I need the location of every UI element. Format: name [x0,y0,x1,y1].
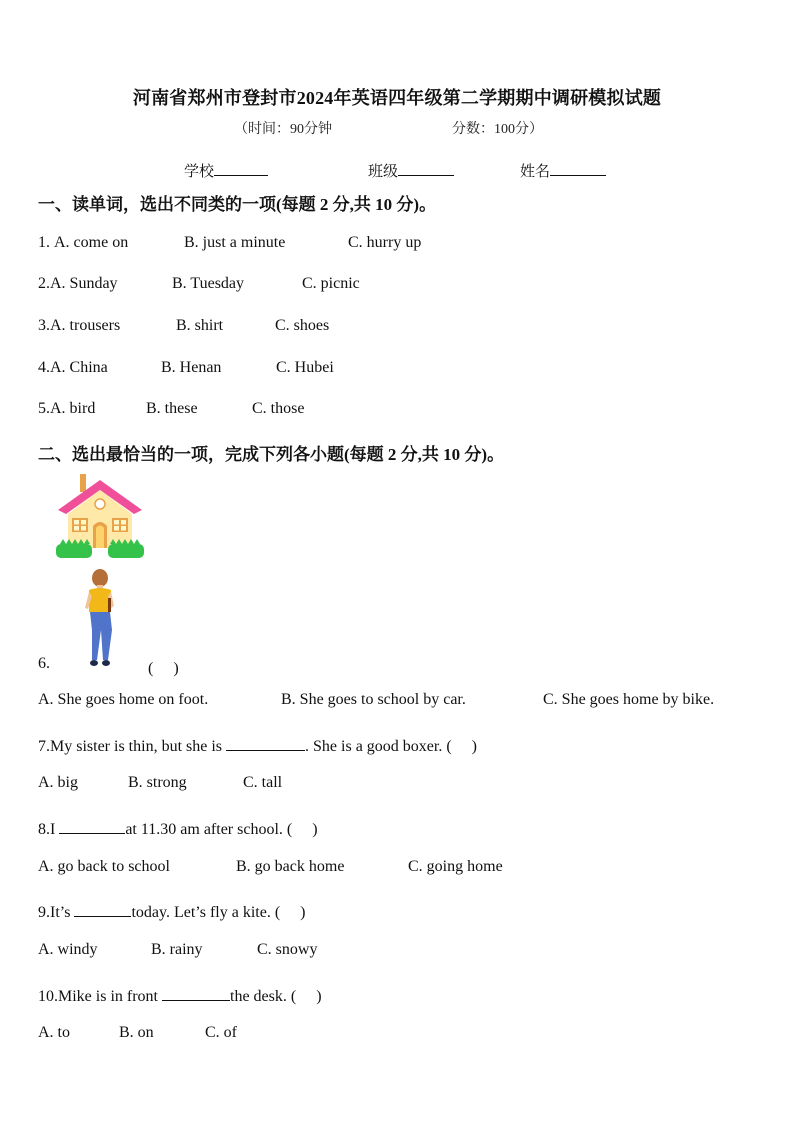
option-a[interactable]: A. to [38,1024,70,1041]
question-10-options [38,1024,237,1042]
option-b[interactable]: B. just a minute [184,234,286,251]
option-a[interactable]: A. Sunday [50,275,118,292]
option-c[interactable]: C. picnic [302,275,360,292]
section-2-heading: 二、选出最恰当的一项，完成下列各小题(每题 2 分,共 10 分)。 [38,445,505,464]
house-round-window [95,499,105,509]
girl-shirt [89,588,111,612]
school-field [184,160,268,181]
question-8-options [38,858,503,876]
name-field [520,160,606,181]
option-a[interactable]: A. trousers [50,317,121,334]
answer-blank[interactable] [226,736,305,751]
grass-left [56,544,92,558]
option-a[interactable]: A. She goes home on foot. [38,691,209,708]
school-label: 学校 [184,164,215,180]
option-c[interactable]: C. Hubei [276,359,334,376]
question-9 [38,899,305,922]
question-number: 2. [38,275,50,292]
question-6 [38,655,50,673]
option-c[interactable]: C. She goes home by bike. [543,691,715,708]
option-a[interactable]: A. big [38,774,78,791]
question-2 [38,275,360,293]
question-3 [38,317,329,335]
question-text: at 11.30 am after school. ( ) [125,821,318,838]
question-10 [38,983,322,1006]
house-icon [56,472,144,562]
option-b[interactable]: B. on [119,1024,154,1041]
question-text: 8.I [38,821,60,838]
option-b[interactable]: B. go back home [236,858,345,875]
chimney [80,474,86,492]
option-c[interactable]: C. those [252,400,305,417]
question-text: the desk. ( ) [230,988,322,1005]
question-text: 7.My sister is thin, but she is [38,738,227,755]
answer-paren[interactable]: ( ) [148,660,179,677]
option-c[interactable]: C. of [205,1024,237,1041]
question-text: today. Let’s fly a kite. ( ) [131,904,306,921]
option-c[interactable]: C. shoes [275,317,330,334]
class-label: 班级 [368,164,399,180]
option-b[interactable]: B. Henan [161,359,222,376]
question-text: 10.Mike is in front [38,988,162,1005]
girl-jeans [90,612,112,660]
option-a[interactable]: A. bird [50,400,96,417]
question-5 [38,400,304,418]
class-blank[interactable] [398,161,454,176]
answer-blank[interactable] [74,902,131,917]
walking-girl-icon [80,568,120,670]
answer-blank[interactable] [162,986,230,1001]
question-6-options [38,691,714,709]
option-b[interactable]: B. shirt [176,317,224,334]
question-number: 3. [38,317,50,334]
girl-hair [92,569,108,587]
option-c[interactable]: C. tall [243,774,283,791]
option-b[interactable]: B. Tuesday [172,275,245,292]
option-b[interactable]: B. rainy [151,941,203,958]
question-number: 4. [38,359,50,376]
question-number: 5. [38,400,50,417]
question-number: 1. [38,234,54,251]
option-c[interactable]: C. snowy [257,941,318,958]
question-number: 6. [38,655,50,672]
name-blank[interactable] [550,161,606,176]
option-b[interactable]: B. strong [128,774,187,791]
question-9-options [38,941,317,959]
option-a[interactable]: A. go back to school [38,858,170,875]
option-b[interactable]: B. She goes to school by car. [281,691,466,708]
answer-blank[interactable] [59,819,125,834]
option-a[interactable]: A. windy [38,941,98,958]
question-7-options [38,774,282,792]
option-c[interactable]: C. hurry up [348,234,422,251]
class-field [368,160,454,181]
school-blank[interactable] [214,161,268,176]
option-a[interactable]: A. come on [54,234,129,251]
question-text: 9.It’s [38,904,75,921]
question-8 [38,816,318,839]
option-b[interactable]: B. these [146,400,198,417]
question-4 [38,359,334,377]
question-1 [38,234,421,252]
page-title: 河南省郑州市登封市2024年英语四年级第二学期期中调研模拟试题 [132,88,662,108]
section-1-heading: 一、读单词，选出不同类的一项(每题 2 分,共 10 分)。 [38,195,437,214]
exam-time: （时间：90分钟 [234,122,332,137]
name-label: 姓名 [520,164,551,180]
question-7 [38,733,477,756]
exam-score: 分数：100分） [452,122,543,137]
question-text: . She is a good boxer. ( ) [305,738,477,755]
option-a[interactable]: A. China [50,359,108,376]
option-c[interactable]: C. going home [408,858,503,875]
grass-right [108,544,144,558]
